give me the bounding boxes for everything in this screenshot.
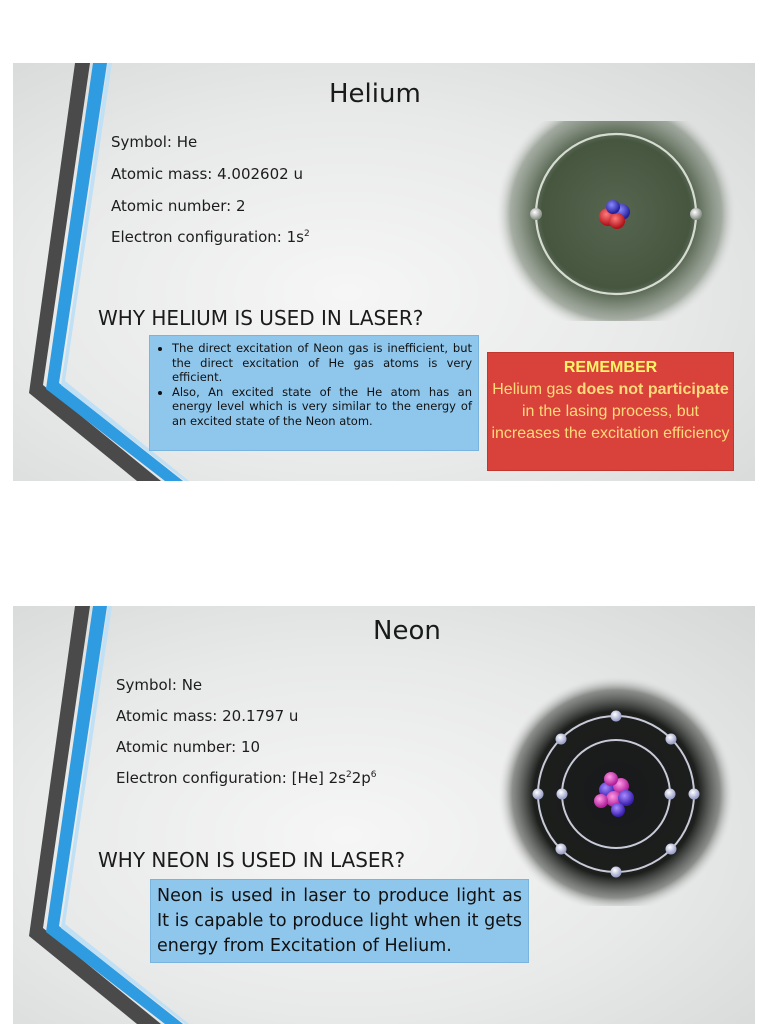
reason-callout	[149, 335, 479, 451]
atomic-mass: Atomic mass: 20.1797 u	[116, 707, 299, 725]
remember-text-part: in the lasing process, but increases the excitation efficiency	[491, 403, 730, 442]
reason-item: • Also, An excited state of the He atom has an energy level which is very similar to the energy of an excited state of the Neon atom.	[172, 385, 472, 429]
reason-list	[154, 341, 472, 429]
config-superscript: 2	[303, 229, 310, 239]
neon-slide	[13, 606, 755, 1024]
config-mid: 2p	[351, 769, 371, 787]
atomic-number: Atomic number: 10	[116, 738, 261, 756]
why-heading: WHY HELIUM IS USED IN LASER?	[98, 306, 424, 330]
neon-atom-icon	[493, 666, 733, 906]
explanation-callout	[150, 879, 529, 963]
atomic-mass: Atomic mass: 4.002602 u	[111, 165, 303, 183]
helium-slide	[13, 63, 755, 481]
reason-item: • The direct excitation of Neon gas is inefficient, but the direct excitation of He gas atoms is very efficient.	[172, 341, 472, 385]
why-heading: WHY NEON IS USED IN LASER?	[98, 848, 406, 872]
remember-box	[487, 352, 734, 471]
config-label: Electron configuration: 1s	[111, 228, 304, 246]
remember-text-part: Helium gas	[492, 381, 577, 398]
remember-heading: REMEMBER	[563, 359, 658, 376]
config-label: Electron configuration: [He] 2s	[116, 769, 346, 787]
remember-text	[488, 379, 733, 445]
slide-title: Neon	[373, 616, 441, 646]
element-symbol: Symbol: Ne	[116, 676, 203, 694]
atomic-number: Atomic number: 2	[111, 197, 246, 215]
electron-configuration	[116, 769, 377, 787]
element-symbol: Symbol: He	[111, 133, 198, 151]
slide-title: Helium	[329, 79, 421, 109]
helium-atom-icon	[481, 121, 741, 321]
explanation-text: Neon is used in laser to produce light as It is capable to produce light when it gets energy from Excitation of Helium.	[157, 886, 522, 956]
electron-configuration	[111, 228, 310, 246]
remember-emphasis: does not participate	[576, 381, 729, 398]
config-superscript: 6	[370, 770, 377, 780]
config-superscript: 2	[345, 770, 352, 780]
